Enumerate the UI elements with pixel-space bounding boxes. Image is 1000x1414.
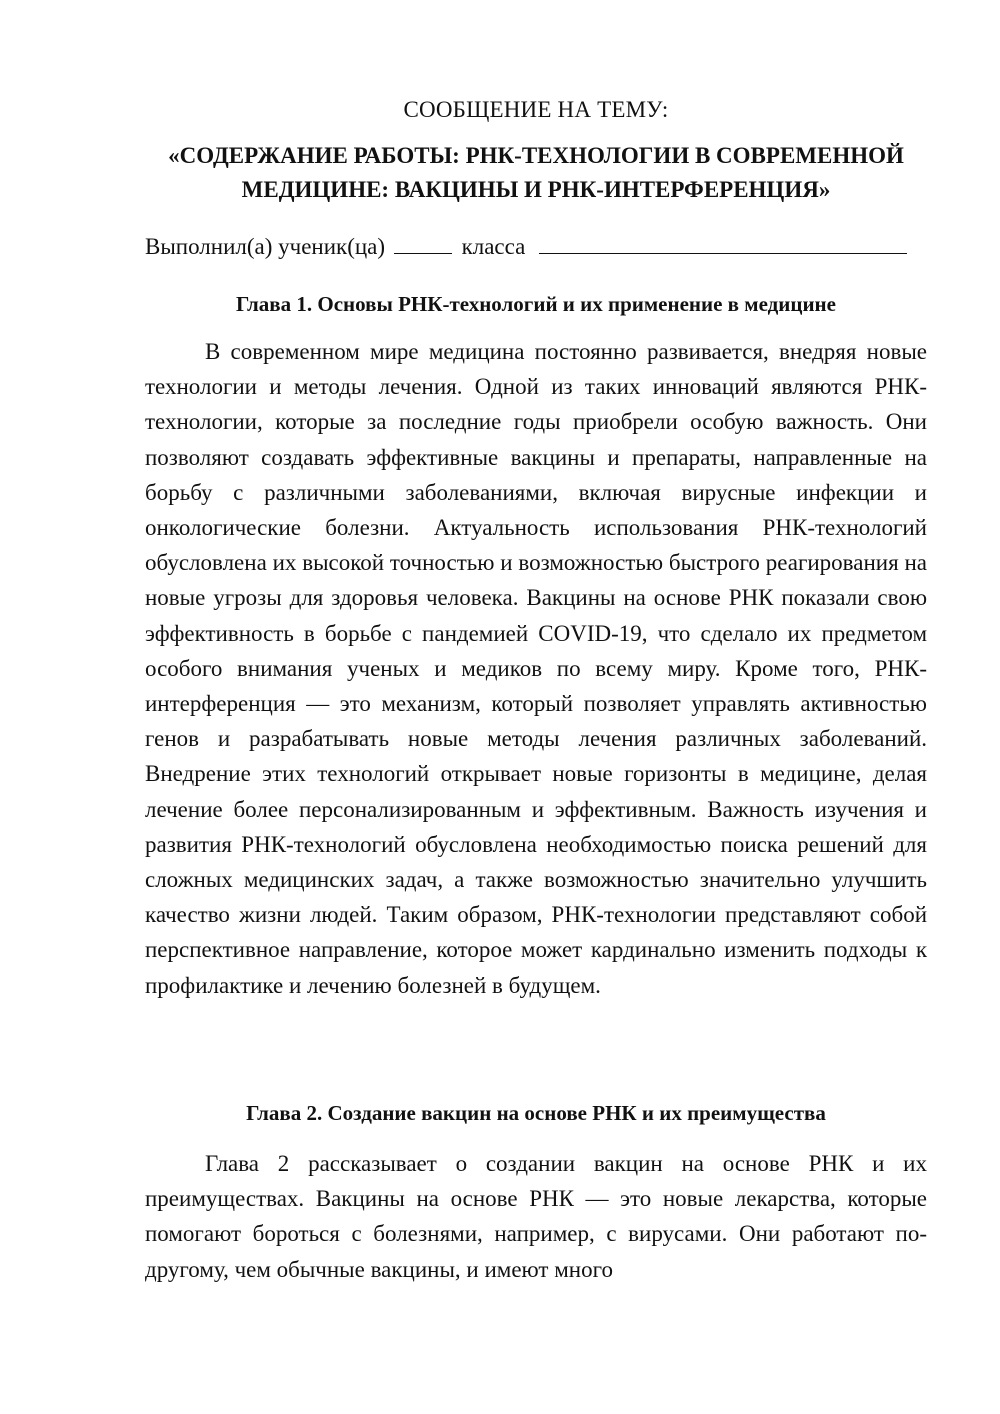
document-title: «СОДЕРЖАНИЕ РАБОТЫ: РНК-ТЕХНОЛОГИИ В СОВРЕМЕННОЙ МЕДИЦИНЕ: ВАКЦИНЫ И РНК-ИНТЕРФЕРЕНЦИЯ» [168,143,904,202]
author-line-prefix: Выполнил(а) ученик(ца) [145,234,386,259]
chapter-2-heading: Глава 2. Создание вакцин на основе РНК и их преимущества [246,1101,826,1125]
chapter-1-paragraph: В современном мире медицина постоянно развивается, внедряя новые технологии и методы лечения. Одной из таких инноваций являются РНК-технологии, которые за последние годы приобрели особую важность. Они позволяют создавать эффективные вакцины и препараты, направленные на борьбу с различными заболеваниями, включая вирусные инфекции и онкологические болезни. Актуальность использования РНК-технологий обусловлена их высокой точностью и возможностью быстрого реагирования на новые угрозы для здоровья человека. Вакцины на основе РНК показали свою эффективность в борьбе с пандемией COVID-19, что сделало их предметом особого внимания ученых и медиков по всему миру. Кроме того, РНК-интерференция — это механизм, который позволяет управлять активностью генов и разрабатывать новые методы лечения различных заболеваний. Внедрение этих технологий открывает новые горизонты в медицине, делая лечение более персонализированным и эффективным. Важность изучения и развития РНК-технологий обусловлена необходимостью поиска решений для сложных медицинских задач, а также возможностью значительно улучшить качество жизни людей. Таким образом, РНК-технологии представляют собой перспективное направление, которое может кардинально изменить подходы к профилактике и лечению болезней в будущем. [145,339,927,998]
student-name-blank [539,231,907,254]
chapter-1-heading: Глава 1. Основы РНК-технологий и их применение в медицине [236,292,836,316]
class-label: класса [461,234,526,259]
chapter-2-paragraph: Глава 2 рассказывает о создании вакцин на основе РНК и их преимуществах. Вакцины на основе РНК — это новые лекарства, которые помогают бороться с болезнями, например, с вирусами. Они работают по-другому, чем обычные вакцины, и имеют много [145,1151,927,1282]
document-header-label: СООБЩЕНИЕ НА ТЕМУ: [403,97,669,122]
class-number-blank [394,231,452,254]
author-line [145,231,935,263]
